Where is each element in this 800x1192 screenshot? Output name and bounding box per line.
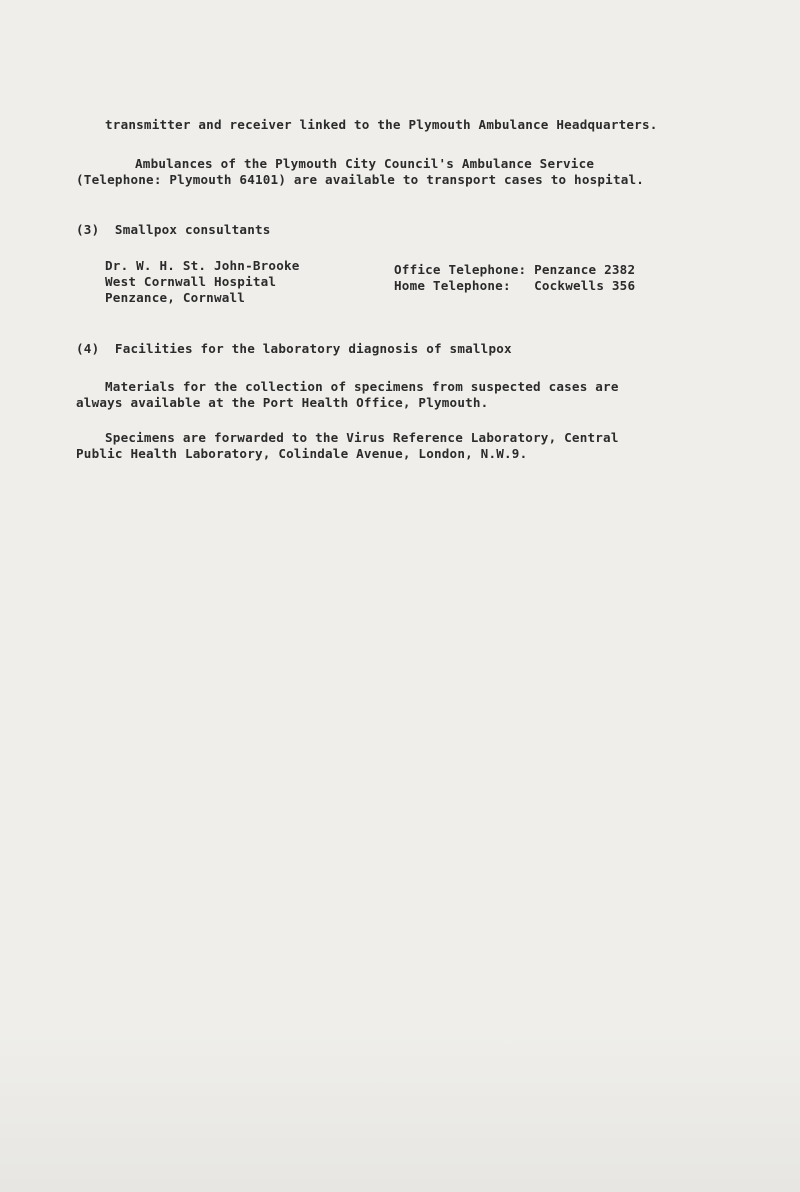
text-line-transmitter: transmitter and receiver linked to the Plymouth Ambulance Headquarters. [105, 117, 658, 132]
text-line-port-health-office: always available at the Port Health Office, Plymouth. [76, 395, 489, 410]
text-line-telephone-plymouth: (Telephone: Plymouth 64101) are available to transport cases to hospital. [76, 172, 645, 187]
text-line-specimens: Specimens are forwarded to the Virus Reference Laboratory, Central [105, 430, 619, 445]
consultant-name: Dr. W. H. St. John-Brooke [105, 258, 300, 273]
consultant-hospital: West Cornwall Hospital [105, 274, 277, 289]
home-telephone: Home Telephone: Cockwells 356 [394, 278, 636, 293]
section-4-heading: (4) Facilities for the laboratory diagnosis of smallpox [76, 341, 512, 356]
section-3-heading: (3) Smallpox consultants [76, 222, 271, 237]
text-line-ambulances: Ambulances of the Plymouth City Council's Ambulance Service [135, 156, 595, 171]
text-line-materials: Materials for the collection of specimens from suspected cases are [105, 379, 619, 394]
consultant-location: Penzance, Cornwall [105, 290, 246, 305]
office-telephone: Office Telephone: Penzance 2382 [394, 262, 636, 277]
text-line-colindale: Public Health Laboratory, Colindale Avenue, London, N.W.9. [76, 446, 528, 461]
page-bottom-shade [0, 1030, 800, 1192]
